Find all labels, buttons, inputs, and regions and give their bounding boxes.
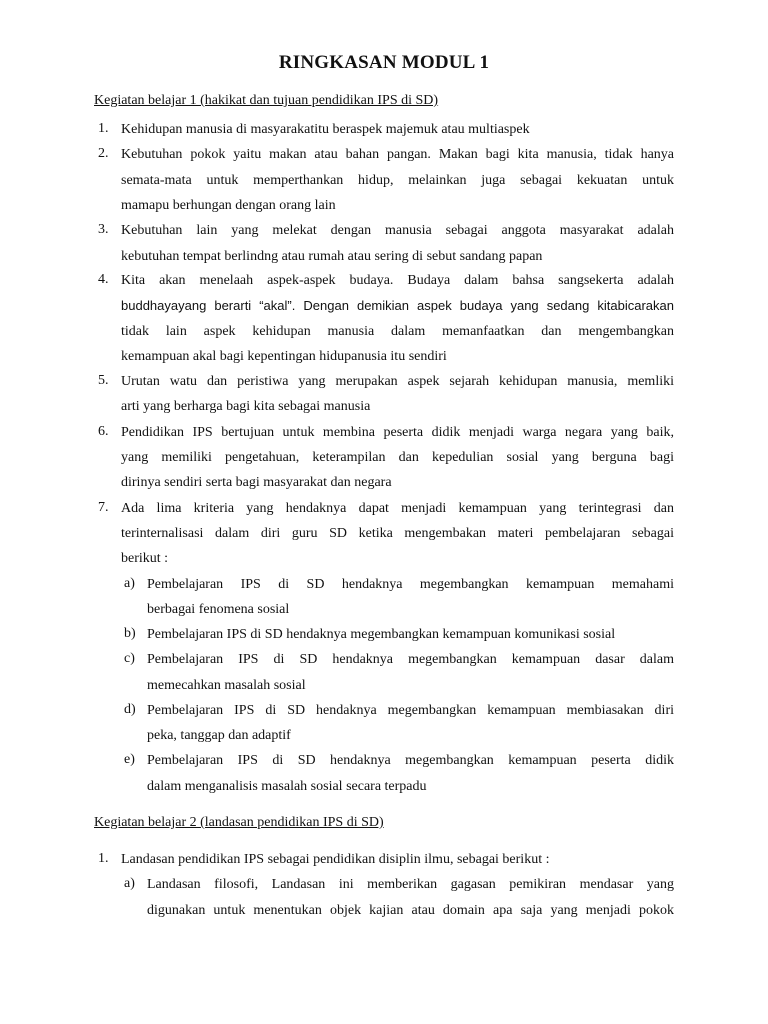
sub-list-item-line: memecahkan masalah sosial: [147, 678, 306, 693]
sub-list-letter: b): [124, 626, 136, 641]
sub-list-item-line: Pembelajaran IPS di SD hendaknya megembangkan kemampuan komunikasi sosial: [147, 627, 616, 642]
page-title: RINGKASAN MODUL 1: [278, 52, 490, 73]
list-number: 1.: [98, 121, 109, 136]
list-item-line: Kebutuhan lain yang melekat dengan manusia sebagai anggota masyarakat adalah: [121, 223, 674, 238]
list-item-line: Kebutuhan pokok yaitu makan atau bahan pangan. Makan bagi kita manusia, tidak hanya: [121, 147, 674, 162]
list-item-line: dirinya sendiri serta bagi masyarakat dan negara: [121, 475, 392, 490]
list-number: 1.: [98, 851, 109, 866]
sub-list-item-line: berbagai fenomena sosial: [147, 602, 290, 617]
sub-list-item-line: Pembelajaran IPS di SD hendaknya megembangkan kemampuan peserta didik: [147, 753, 674, 768]
list-item-line: Landasan pendidikan IPS sebagai pendidikan disiplin ilmu, sebagai berikut :: [121, 852, 550, 867]
sub-list-item-line: Landasan filosofi, Landasan ini memberikan gagasan pemikiran mendasar yang: [147, 877, 674, 892]
list-item-line: Ada lima kriteria yang hendaknya dapat menjadi kemampuan yang terintegrasi dan: [121, 501, 674, 516]
sub-list-item-line: Pembelajaran IPS di SD hendaknya megembangkan kemampuan memahami: [147, 577, 674, 592]
list-number: 2.: [98, 146, 109, 161]
list-item-line: mamapu berhungan dengan orang lain: [121, 198, 336, 213]
list-item-line: arti yang berharga bagi kita sebagai manusia: [121, 399, 371, 414]
list-item-line: tidak lain aspek kehidupan manusia dalam memanfaatkan dan mengembangkan: [121, 324, 674, 339]
list-item-line: Kita akan menelaah aspek-aspek budaya. Budaya dalam bahsa sangsekerta adalah: [121, 273, 674, 288]
list-item-line: kebutuhan tempat berlindng atau rumah atau sering di sebut sandang papan: [121, 249, 543, 264]
list-item-line: Pendidikan IPS bertujuan untuk membina peserta didik menjadi warga negara yang baik,: [121, 425, 674, 440]
list-number: 4.: [98, 272, 109, 287]
list-item-line: semata-mata untuk memperthankan hidup, melainkan juga sebagai kekuatan untuk: [121, 173, 674, 188]
section-heading-kegiatan-1: Kegiatan belajar 1 (hakikat dan tujuan pendidikan IPS di SD): [94, 93, 439, 108]
sub-list-letter: c): [124, 651, 135, 666]
sub-list-letter: d): [124, 702, 136, 717]
sub-list-item-line: dalam menganalisis masalah sosial secara terpadu: [147, 779, 427, 794]
sub-list-item-line: digunakan untuk menentukan objek kajian atau domain apa saja yang menjadi pokok: [147, 903, 674, 918]
list-item-line: terinternalisasi dalam diri guru SD ketika mengembakan materi pembelajaran sebagai: [121, 526, 674, 541]
list-number: 5.: [98, 373, 109, 388]
list-item-line: kemampuan akal bagi kepentingan hidupanusia itu sendiri: [121, 349, 447, 364]
sub-list-letter: e): [124, 752, 135, 767]
list-number: 6.: [98, 424, 109, 439]
sub-list-letter: a): [124, 576, 135, 591]
list-item-line: yang memiliki pengetahuan, keterampilan dan kepedulian sosial yang berguna bagi: [121, 450, 674, 465]
sub-list-item-line: Pembelajaran IPS di SD hendaknya megembangkan kemampuan dasar dalam: [147, 652, 674, 667]
list-item-line: Kehidupan manusia di masyarakatitu beraspek majemuk atau multiaspek: [121, 122, 530, 137]
list-item-line: Urutan watu dan peristiwa yang merupakan aspek sejarah kehidupan manusia, memliki: [121, 374, 674, 389]
sub-list-item-line: Pembelajaran IPS di SD hendaknya megembangkan kemampuan membiasakan diri: [147, 703, 674, 718]
section-heading-kegiatan-2: Kegiatan belajar 2 (landasan pendidikan IPS di SD): [94, 815, 384, 830]
sub-list-item-line: peka, tanggap dan adaptif: [147, 728, 291, 743]
list-number: 7.: [98, 500, 109, 515]
list-number: 3.: [98, 222, 109, 237]
list-item-line: buddhayayang berarti “akal”. Dengan demikian aspek budaya yang sedang kitabicarakan: [121, 298, 674, 313]
list-item-line: berikut :: [121, 551, 169, 566]
sub-list-letter: a): [124, 876, 135, 891]
